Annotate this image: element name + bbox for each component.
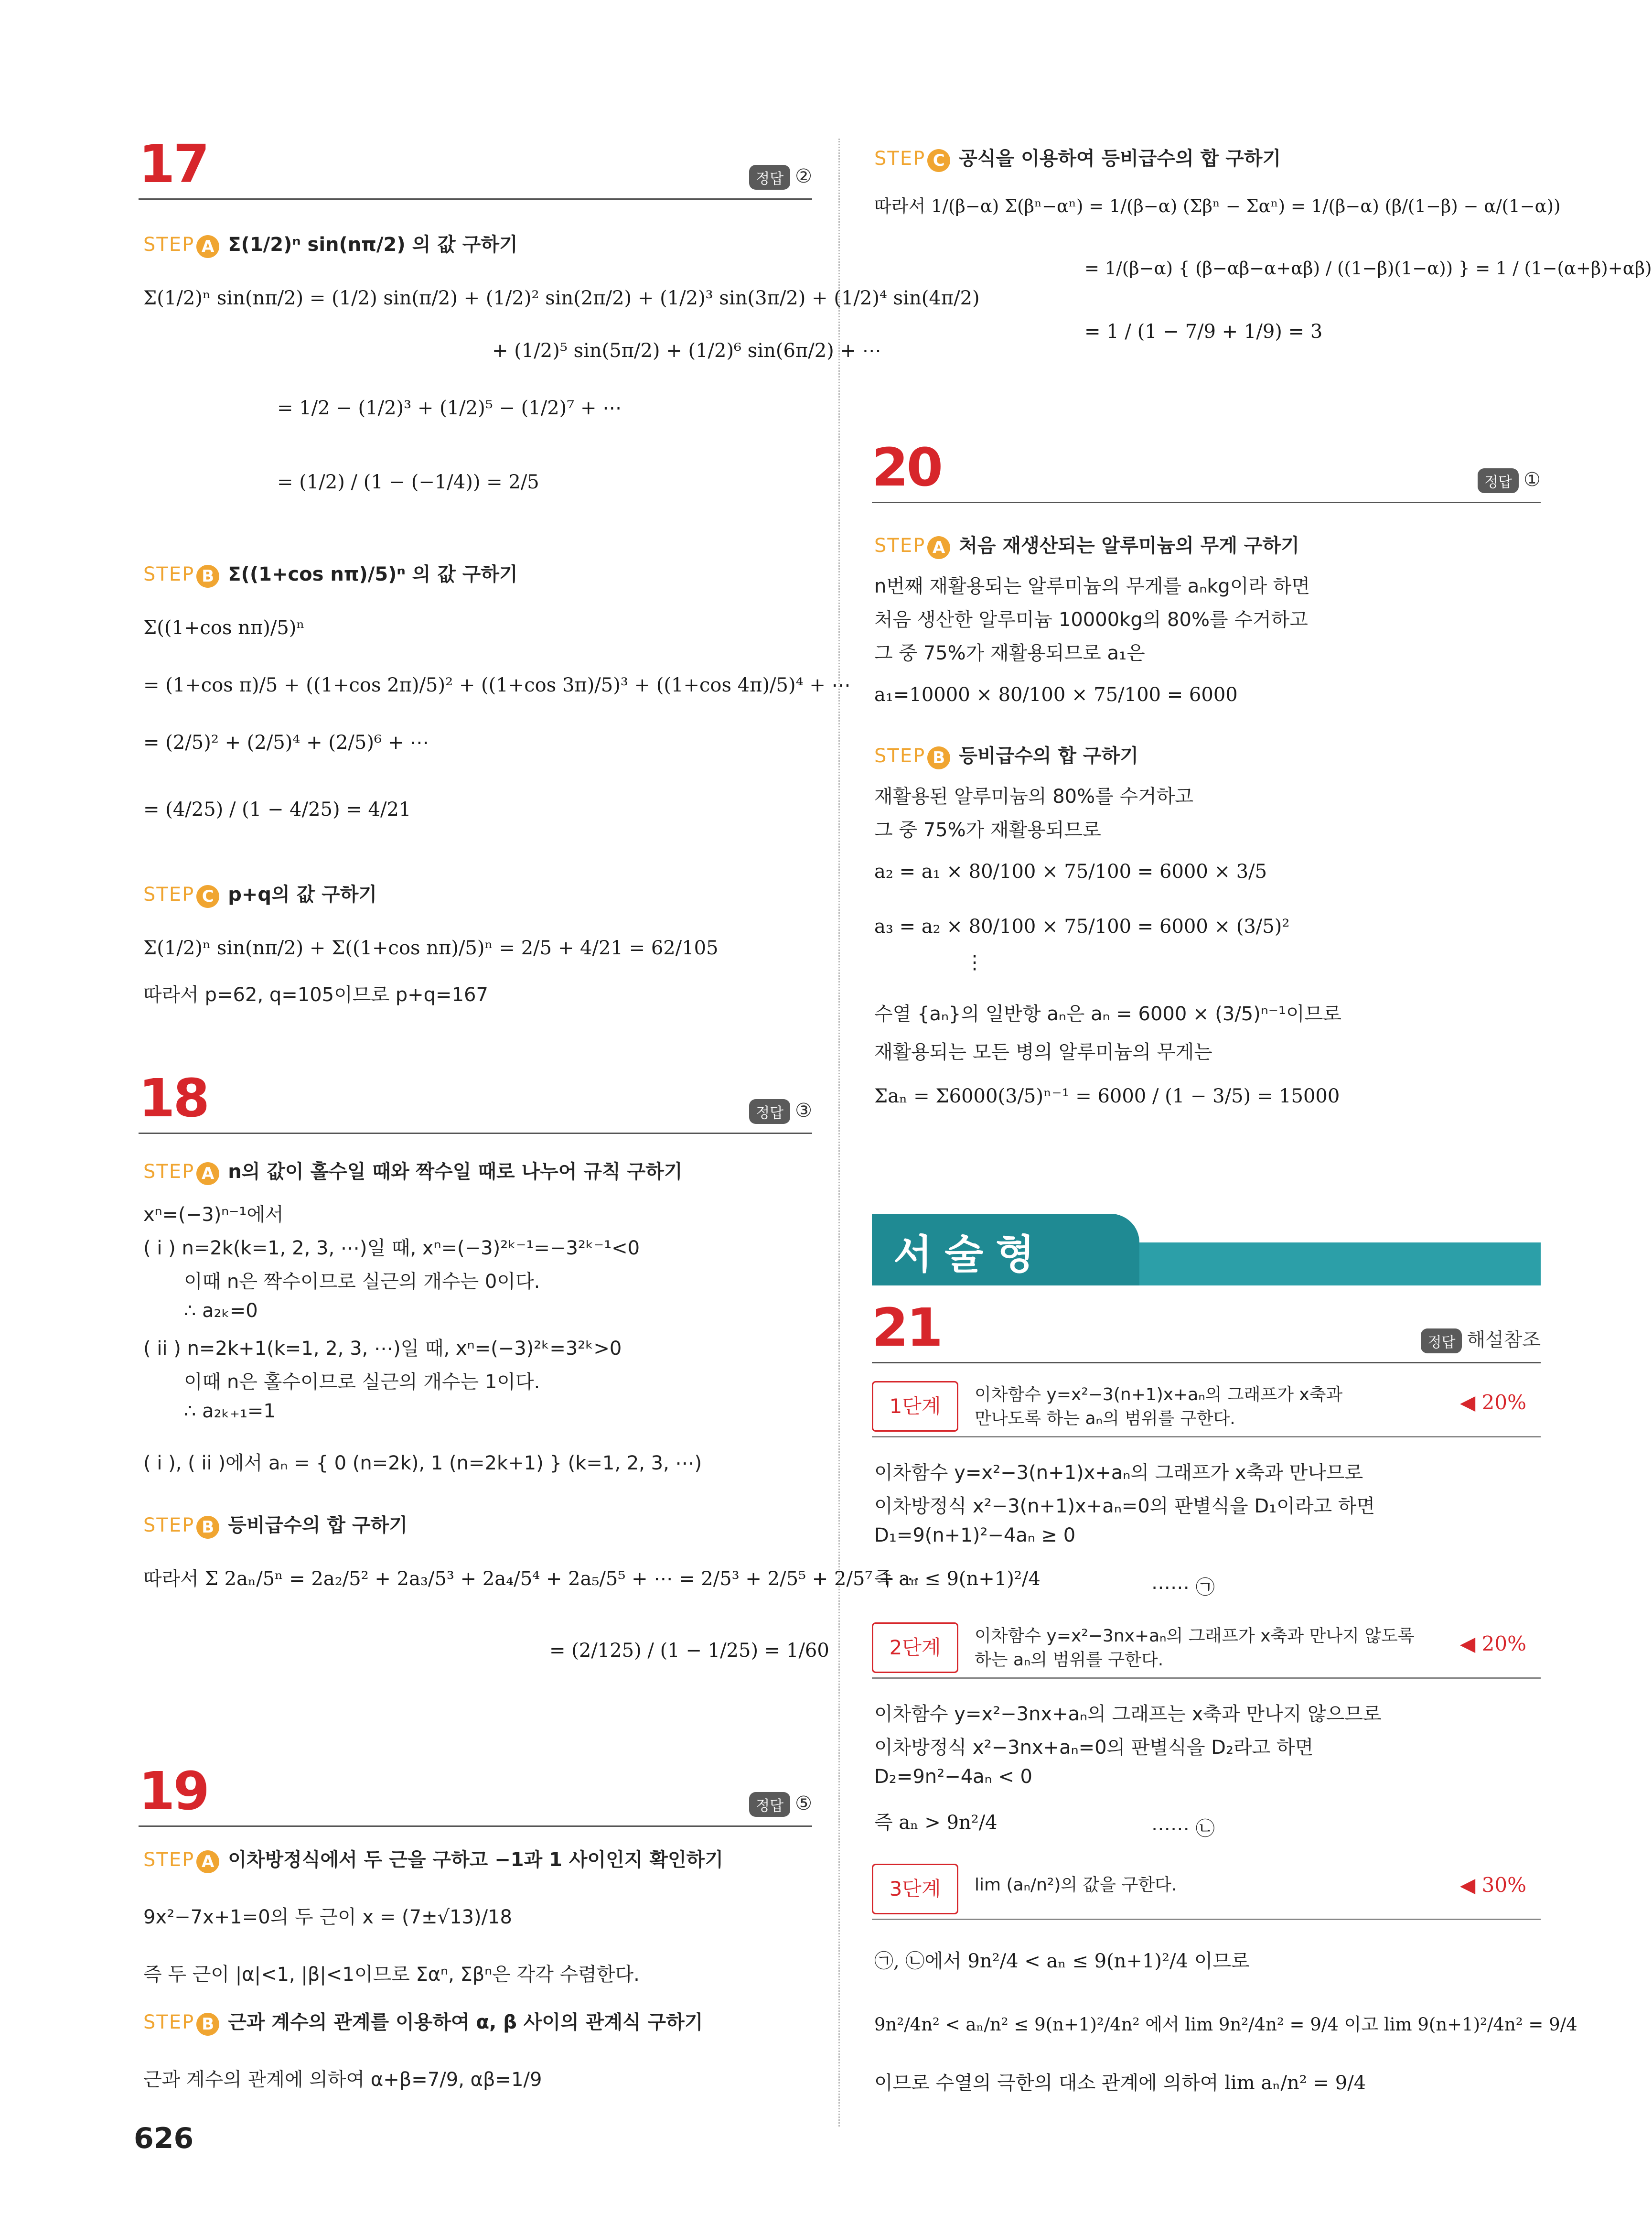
- q19-c-line1: 따라서 1/(β−α) Σ(βⁿ−αⁿ) = 1/(β−α) (Σβⁿ − Σαⁿ) = 1/(β−α) (β/(1−β) − α/(1−α)): [874, 196, 1561, 216]
- q18-header: [139, 1061, 812, 1134]
- q21-number: 21: [872, 1297, 942, 1358]
- answer-tag: 정답: [1421, 1328, 1462, 1353]
- essay-label: 서술형: [893, 1231, 1047, 1278]
- answer-value: ②: [795, 165, 812, 187]
- stage-description: 이차함수 y=x²−3nx+aₙ의 그래프가 x축과 만나지 않도록 하는 aₙ의 범위를 구한다.: [975, 1626, 1415, 1670]
- q18-answer: [749, 1099, 812, 1124]
- stage-percent: ◀ 20%: [1459, 1391, 1526, 1414]
- q18-b-line2: = (2/125) / (1 − 1/25) = 1/60: [549, 1640, 829, 1662]
- stage-description: lim (aₙ/n²)의 값을 구한다.: [975, 1875, 1177, 1895]
- q20-b-line8: Σaₙ = Σ6000(3/5)ⁿ⁻¹ = 6000 / (1 − 3/5) = 15000: [874, 1085, 1340, 1107]
- q20-a-line1: n번째 재활용되는 알루미늄의 무게를 aₙkg이라 하면: [874, 575, 1310, 597]
- q19-step-c: STEP C 공식을 이용하여 등비급수의 합 구하기: [874, 143, 1281, 172]
- q17-b-line2: = (1+cos π)/5 + ((1+cos 2π)/5)² + ((1+cos 3π)/5)³ + ((1+cos 4π)/5)⁴ + ⋯: [143, 674, 851, 696]
- q19-answer: [749, 1792, 812, 1817]
- q20-b-line1: 재활용된 알루미늄의 80%를 수거하고: [874, 786, 1194, 808]
- essay-section-banner: [872, 1214, 1541, 1285]
- q21-s2-line1: 이차함수 y=x²−3nx+aₙ의 그래프는 x축과 만나지 않으므로: [874, 1703, 1382, 1725]
- q20-number: 20: [872, 437, 942, 498]
- q21-s1-line1: 이차함수 y=x²−3(n+1)x+aₙ의 그래프가 x축과 만나므로: [874, 1462, 1363, 1484]
- q20-b-line2: 그 중 75%가 재활용되므로: [874, 819, 1101, 841]
- answer-tag: 정답: [1478, 468, 1519, 493]
- q17-c-line2: 따라서 p=62, q=105이므로 p+q=167: [143, 984, 488, 1006]
- answer-tag: 정답: [749, 1099, 790, 1124]
- q17-step-b: STEP B Σ((1+cos nπ)/5)ⁿ 의 값 구하기: [143, 559, 518, 588]
- q19-header: [139, 1754, 812, 1827]
- q19-step-b: STEP B 근과 계수의 관계를 이용하여 α, β 사이의 관계식 구하기: [143, 2007, 703, 2036]
- answer-value: ①: [1523, 469, 1541, 491]
- q17-b-line4: = (4/25) / (1 − 4/25) = 4/21: [143, 799, 411, 821]
- q19-c-line3: = 1 / (1 − 7/9 + 1/9) = 3: [1084, 321, 1323, 343]
- q21-stage-1: [872, 1376, 1541, 1437]
- q17-number: 17: [139, 133, 208, 194]
- q20-b-line3: a₂ = a₁ × 80/100 × 75/100 = 6000 × 3/5: [874, 861, 1267, 883]
- q19-a-line1: 9x²−7x+1=0의 두 근이 x = (7±√13)/18: [143, 1906, 512, 1928]
- q19-a-line2: 즉 두 근이 |α|<1, |β|<1이므로 Σαⁿ, Σβⁿ은 각각 수렴한다.: [143, 1964, 640, 1986]
- q18-a-line2: ( i ) n=2k(k=1, 2, 3, ⋯)일 때, xⁿ=(−3)²ᵏ⁻¹=−3²ᵏ⁻¹<0: [143, 1237, 640, 1259]
- q20-b-line6: 수열 {aₙ}의 일반항 aₙ은 aₙ = 6000 × (3/5)ⁿ⁻¹이므로: [874, 1003, 1341, 1025]
- q17-a-line3: = 1/2 − (1/2)³ + (1/2)⁵ − (1/2)⁷ + ⋯: [277, 397, 622, 419]
- q17-c-line1: Σ(1/2)ⁿ sin(nπ/2) + Σ((1+cos nπ)/5)ⁿ = 2/5 + 4/21 = 62/105: [143, 937, 719, 959]
- q18-a-line8: ( i ), ( ii )에서 aₙ = { 0 (n=2k), 1 (n=2k+1) } (k=1, 2, 3, ⋯): [143, 1452, 702, 1474]
- q21-s3-line2: 9n²/4n² < aₙ/n² ≤ 9(n+1)²/4n² 에서 lim 9n²/4n² = 9/4 이고 lim 9(n+1)²/4n² = 9/4: [874, 2014, 1577, 2035]
- stage-box: 1단계: [872, 1381, 958, 1432]
- q21-s1-mark: ⋯⋯ ㉠: [1151, 1576, 1215, 1598]
- q18-number: 18: [139, 1068, 208, 1129]
- q21-s2-line3: D₂=9n²−4aₙ < 0: [874, 1766, 1032, 1788]
- q21-s3-line3: 이므로 수열의 극한의 대소 관계에 의하여 lim aₙ/n² = 9/4: [874, 2072, 1366, 2094]
- q21-s2-line2: 이차방정식 x²−3nx+aₙ=0의 판별식을 D₂라고 하면: [874, 1737, 1314, 1759]
- answer-value: ③: [795, 1100, 812, 1122]
- q17-answer: [749, 165, 812, 190]
- q21-stage-2: [872, 1618, 1541, 1679]
- q20-b-line4: a₃ = a₂ × 80/100 × 75/100 = 6000 × (3/5)²: [874, 916, 1290, 938]
- q17-a-line1: Σ(1/2)ⁿ sin(nπ/2) = (1/2) sin(π/2) + (1/2)² sin(2π/2) + (1/2)³ sin(3π/2) + (1/2)⁴ sin(4π/2): [143, 287, 980, 309]
- q17-a-line4: = (1/2) / (1 − (−1/4)) = 2/5: [277, 471, 539, 493]
- answer-tag: 정답: [749, 165, 790, 190]
- q18-b-line1: 따라서 Σ 2aₙ/5ⁿ = 2a₂/5² + 2a₃/5³ + 2a₄/5⁴ + 2a₅/5⁵ + ⋯ = 2/5³ + 2/5⁵ + 2/5⁷ + ⋯: [143, 1568, 920, 1590]
- q20-step-b: STEP B 등비급수의 합 구하기: [874, 741, 1138, 769]
- q21-s2-line4: 즉 aₙ > 9n²/4: [874, 1812, 998, 1834]
- q19-number: 19: [139, 1760, 208, 1822]
- q21-s1-line2: 이차방정식 x²−3(n+1)x+aₙ=0의 판별식을 D₁이라고 하면: [874, 1495, 1375, 1517]
- q21-answer: [1421, 1325, 1541, 1353]
- stage-percent: ◀ 20%: [1459, 1632, 1526, 1655]
- column-divider: [838, 139, 840, 2127]
- q20-a-line2: 처음 생산한 알루미늄 10000kg의 80%를 수거하고: [874, 609, 1308, 631]
- page-number: 626: [134, 2122, 194, 2155]
- stage-percent: ◀ 30%: [1459, 1873, 1526, 1897]
- q18-a-line7: ∴ a₂ₖ₊₁=1: [184, 1400, 276, 1422]
- q20-step-a: STEP A 처음 재생산되는 알루미늄의 무게 구하기: [874, 530, 1299, 559]
- answer-value: 해설참조: [1467, 1329, 1541, 1351]
- stage-box: 2단계: [872, 1622, 958, 1673]
- answer-value: ⑤: [795, 1792, 812, 1814]
- q21-stage-3: [872, 1859, 1541, 1920]
- q19-step-a: STEP A 이차방정식에서 두 근을 구하고 −1과 1 사이인지 확인하기: [143, 1845, 723, 1873]
- q18-step-a: STEP A n의 값이 홀수일 때와 짝수일 때로 나누어 규칙 구하기: [143, 1156, 683, 1185]
- q20-a-line4: a₁=10000 × 80/100 × 75/100 = 6000: [874, 684, 1238, 706]
- q18-a-line4: ∴ a₂ₖ=0: [184, 1300, 258, 1322]
- q17-step-a: STEP A Σ(1/2)ⁿ sin(nπ/2) 의 값 구하기: [143, 229, 518, 258]
- q17-a-line2: + (1/2)⁵ sin(5π/2) + (1/2)⁶ sin(6π/2) + ⋯: [492, 340, 881, 362]
- stage-description: 이차함수 y=x²−3(n+1)x+aₙ의 그래프가 x축과 만나도록 하는 aₙ의 범위를 구한다.: [975, 1385, 1343, 1429]
- q18-a-line1: xⁿ=(−3)ⁿ⁻¹에서: [143, 1204, 284, 1226]
- q21-s1-line4: 즉 aₙ ≤ 9(n+1)²/4: [874, 1568, 1041, 1590]
- q17-b-line1: Σ((1+cos nπ)/5)ⁿ: [143, 617, 305, 639]
- q21-header: [872, 1290, 1541, 1363]
- q20-a-line3: 그 중 75%가 재활용되므로 a₁은: [874, 642, 1145, 664]
- answer-tag: 정답: [749, 1792, 790, 1817]
- q17-step-c: STEP C p+q의 값 구하기: [143, 879, 377, 908]
- q20-answer: [1478, 468, 1541, 493]
- q18-a-line6: 이때 n은 홀수이므로 실근의 개수는 1이다.: [184, 1371, 540, 1393]
- stage-box: 3단계: [872, 1864, 958, 1914]
- q21-s1-line3: D₁=9(n+1)²−4aₙ ≥ 0: [874, 1524, 1076, 1546]
- q20-b-line7: 재활용되는 모든 병의 알루미늄의 무게는: [874, 1041, 1212, 1063]
- q17-b-line3: = (2/5)² + (2/5)⁴ + (2/5)⁶ + ⋯: [143, 732, 429, 754]
- q21-s2-mark: ⋯⋯ ㉡: [1151, 1818, 1215, 1840]
- q20-b-line5: ⋮: [965, 951, 984, 973]
- q19-c-line2: = 1/(β−α) { (β−αβ−α+αβ) / ((1−β)(1−α)) } = 1 / (1−(α+β)+αβ): [1084, 258, 1652, 279]
- q20-header: [872, 430, 1541, 503]
- q18-a-line3: 이때 n은 짝수이므로 실근의 개수는 0이다.: [184, 1271, 540, 1293]
- q21-s3-line1: ㉠, ㉡에서 9n²/4 < aₙ ≤ 9(n+1)²/4 이므로: [874, 1950, 1250, 1972]
- q17-header: [139, 127, 812, 200]
- q18-step-b: STEP B 등비급수의 합 구하기: [143, 1510, 408, 1539]
- q18-a-line5: ( ii ) n=2k+1(k=1, 2, 3, ⋯)일 때, xⁿ=(−3)²ᵏ=3²ᵏ>0: [143, 1338, 622, 1360]
- q19-b-line1: 근과 계수의 관계에 의하여 α+β=7/9, αβ=1/9: [143, 2069, 542, 2091]
